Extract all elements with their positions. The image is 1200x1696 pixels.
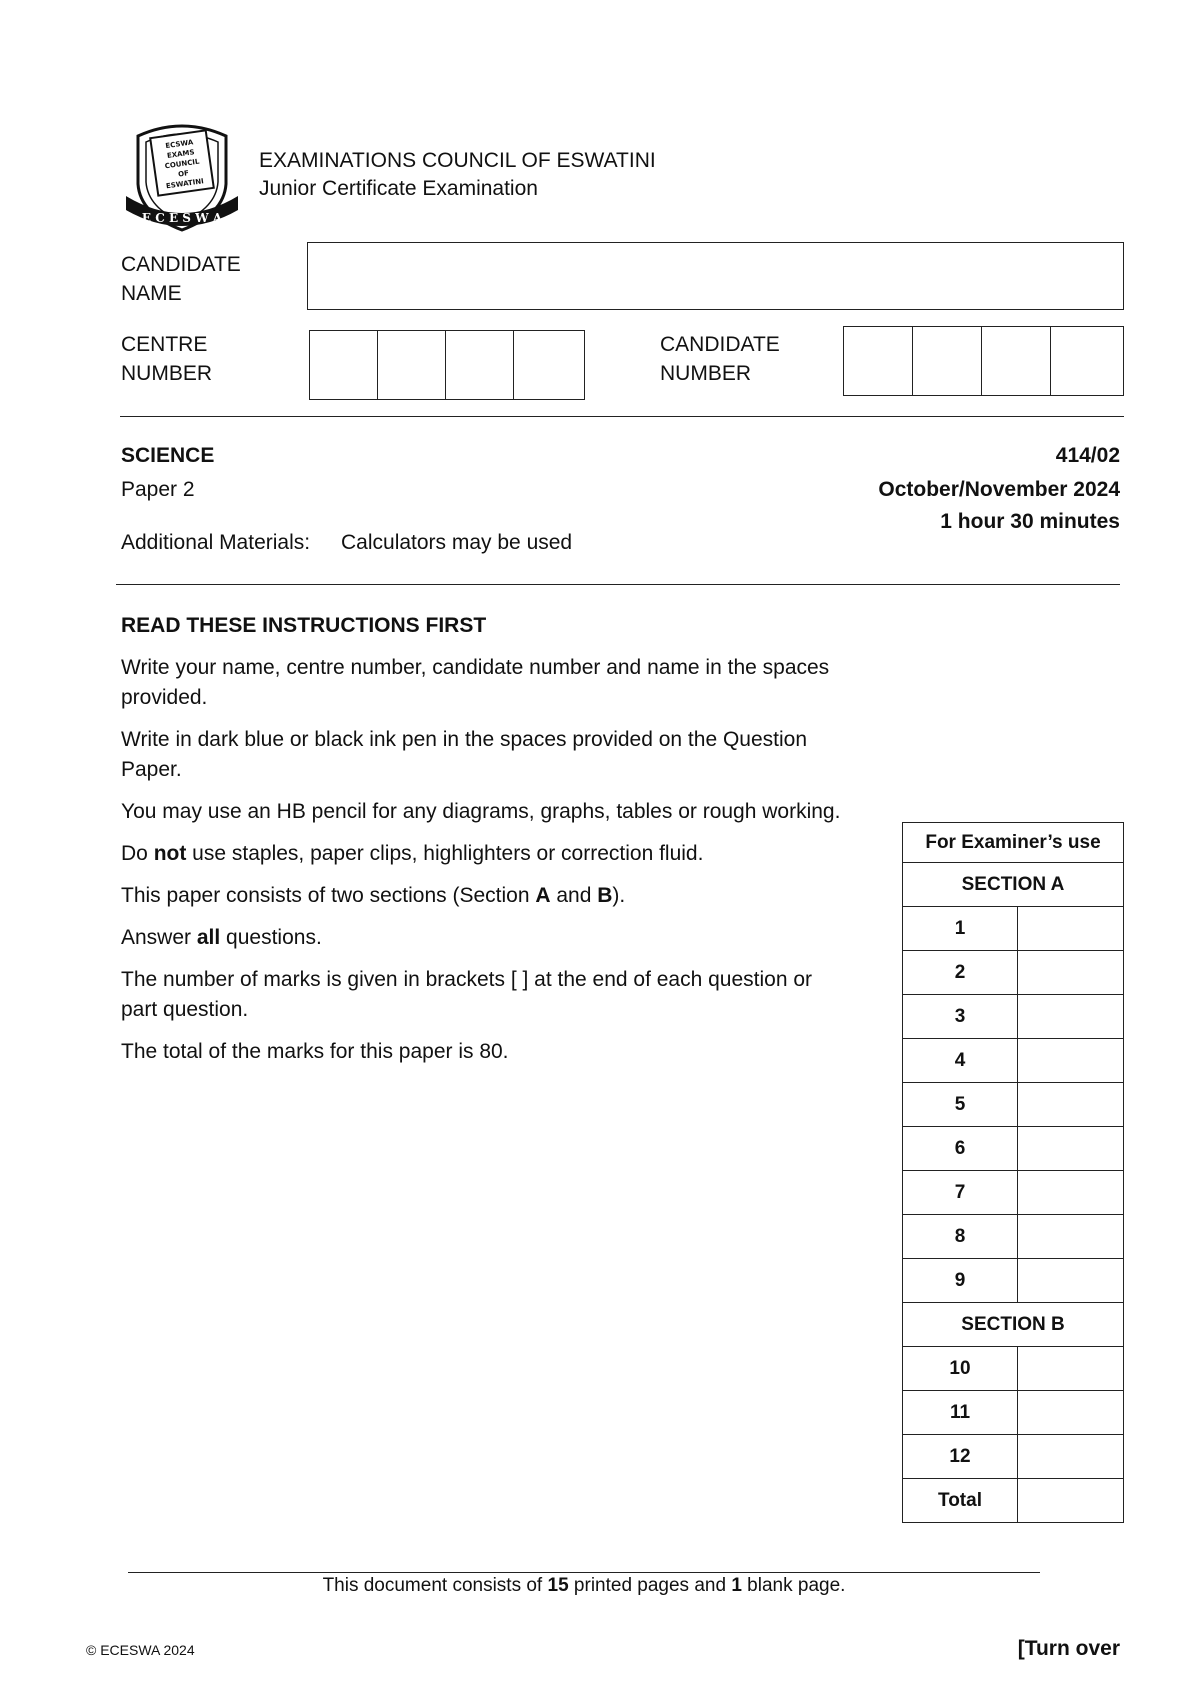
logo-text: OF [177,169,190,179]
instruction-item: The total of the marks for this paper is 80. [121,1040,509,1063]
section-a-header: SECTION A [903,863,1124,907]
table-row [903,1171,1124,1215]
mark-cell[interactable] [1018,907,1124,951]
table-row [903,1039,1124,1083]
page-count-note: This document consists of 15 printed pages and 1 blank page. [322,1575,846,1596]
instruction-item: Write in dark blue or black ink pen in the spaces provided on the Question [121,728,808,751]
instruction-item: Write your name, centre number, candidate number and name in the spaces [121,656,830,679]
table-row [903,1127,1124,1171]
mark-cell[interactable] [1018,1039,1124,1083]
instruction-item: The number of marks is given in brackets [ ] at the end of each question or [121,968,813,991]
centre-number-box[interactable] [309,330,378,400]
table-row [903,1435,1124,1479]
section-b-header: SECTION B [903,1303,1124,1347]
paper-code: 414/02 [1055,444,1120,467]
logo-text: COUNCIL [164,157,200,171]
table-row [903,1259,1124,1303]
footer-divider [128,1572,1040,1573]
question-number: 1 [903,907,1018,951]
candidate-name-field[interactable] [307,242,1124,310]
mark-cell[interactable] [1018,1347,1124,1391]
paper-number: Paper 2 [121,478,195,501]
instruction-item: Answer all questions. [121,926,322,949]
examiner-use-table [902,822,1124,1523]
centre-number-box[interactable] [377,330,446,400]
centre-number-box[interactable] [445,330,514,400]
candidate-number-box[interactable] [981,326,1051,396]
mark-cell[interactable] [1018,1127,1124,1171]
table-row [903,951,1124,995]
mark-cell[interactable] [1018,1259,1124,1303]
mark-cell[interactable] [1018,1171,1124,1215]
table-row [903,1215,1124,1259]
instruction-item: provided. [121,686,208,709]
table-row [903,1347,1124,1391]
exam-session: October/November 2024 [878,478,1120,501]
mark-cell[interactable] [1018,1215,1124,1259]
additional-materials-value: Calculators may be used [341,531,573,554]
subject-title: SCIENCE [121,444,215,467]
centre-number-label: NUMBER [121,362,213,385]
divider [120,416,1124,417]
candidate-name-label: NAME [121,282,182,305]
mark-cell[interactable] [1018,1391,1124,1435]
candidate-number-box[interactable] [912,326,982,396]
question-number: 2 [903,951,1018,995]
instruction-item: Paper. [121,758,182,781]
question-number: 5 [903,1083,1018,1127]
council-name: EXAMINATIONS COUNCIL OF ESWATINI [259,149,656,172]
question-number: 6 [903,1127,1018,1171]
mark-cell[interactable] [1018,951,1124,995]
table-row [903,1391,1124,1435]
candidate-number-label: CANDIDATE [660,333,780,356]
logo-text: ECSWA [164,138,194,151]
mark-cell[interactable] [1018,995,1124,1039]
instruction-item: Do not use staples, paper clips, highlighters or correction fluid. [121,842,704,865]
question-number: 4 [903,1039,1018,1083]
candidate-number-box[interactable] [1050,326,1124,396]
instruction-item: This paper consists of two sections (Section A and B). [121,884,626,907]
question-number: 9 [903,1259,1018,1303]
instructions-heading: READ THESE INSTRUCTIONS FIRST [121,614,487,637]
exam-name: Junior Certificate Examination [259,177,538,200]
logo-text: ESWATINI [165,177,205,191]
ecoswa-crest-logo [124,118,240,236]
candidate-name-label: CANDIDATE [121,253,241,276]
turn-over: [Turn over [1017,1637,1120,1660]
additional-materials-label: Additional Materials: [121,531,311,554]
divider [116,584,1120,585]
question-number: 11 [903,1391,1018,1435]
exam-duration: 1 hour 30 minutes [940,510,1120,533]
copyright: © ECESWA 2024 [86,1642,195,1658]
table-row [903,1083,1124,1127]
candidate-number-box[interactable] [843,326,913,396]
instruction-item: You may use an HB pencil for any diagrams, graphs, tables or rough working. [121,800,841,823]
question-number: 7 [903,1171,1018,1215]
candidate-number-label: NUMBER [660,362,752,385]
centre-number-box[interactable] [513,330,585,400]
instructions [121,613,901,1067]
question-number: 3 [903,995,1018,1039]
mark-cell[interactable] [1018,1083,1124,1127]
centre-number-label: CENTRE [121,333,208,356]
instruction-item: part question. [121,998,249,1021]
question-number: 10 [903,1347,1018,1391]
total-mark-cell[interactable] [1018,1479,1124,1523]
table-row [903,995,1124,1039]
question-number: 8 [903,1215,1018,1259]
logo-text: EXAMS [166,148,195,160]
total-label: Total [903,1479,1018,1523]
table-row [903,1479,1124,1523]
table-row [903,907,1124,951]
logo-banner-text: E C E S W A [141,211,223,225]
mark-cell[interactable] [1018,1435,1124,1479]
examiner-table-title: For Examiner’s use [903,823,1124,863]
question-number: 12 [903,1435,1018,1479]
